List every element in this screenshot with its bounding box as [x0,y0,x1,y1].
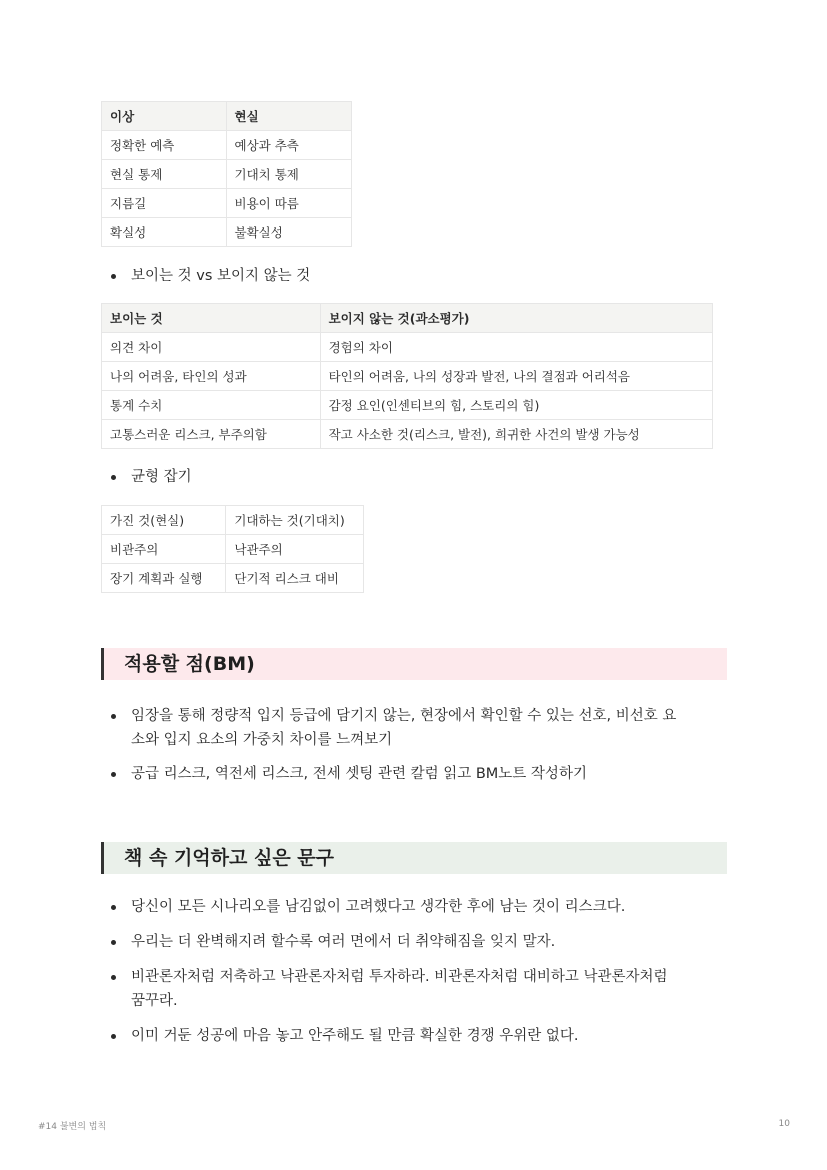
table-cell: 지름길 [102,189,227,218]
table-row [102,333,713,362]
bullet-dot [111,475,116,480]
bullet-dot [111,905,116,910]
table-cell: 감정 요인(인센티브의 힘, 스토리의 힘) [320,391,712,420]
table-row [102,362,713,391]
list-item-text-continued: 소와 입지 요소의 가중치 차이를 느껴보기 [131,732,393,748]
list-item [111,1024,731,1048]
table-row [102,160,352,189]
list-item-text: 비관론자처럼 저축하고 낙관론자처럼 투자하라. 비관론자처럼 대비하고 낙관론자처럼 [131,969,668,985]
table-header: 이상 [102,102,227,131]
table-cell: 경험의 차이 [320,333,712,362]
table-cell: 의견 차이 [102,333,321,362]
table-cell: 기대치 통제 [226,160,352,189]
table-cell: 장기 계획과 실행 [102,564,226,593]
list-item [111,264,711,288]
balance-table [101,505,364,593]
table-cell: 확실성 [102,218,227,247]
table-cell: 타인의 어려움, 나의 성장과 발전, 나의 결점과 어리석음 [320,362,712,391]
footer-title: #14 불변의 법칙 [38,1122,107,1132]
table-cell: 단기적 리스크 대비 [226,564,364,593]
list-item-text: 임장을 통해 정량적 입지 등급에 담기지 않는, 현장에서 확인할 수 있는 선호, 비선호 요 [131,708,677,724]
bullet-dot [111,940,116,945]
table-row [102,189,352,218]
list-item [111,704,731,752]
table-row [102,506,364,535]
bullet-dot [111,772,116,777]
bullet-dot [111,975,116,980]
ideal-vs-reality-table [101,101,352,247]
table-cell: 예상과 추측 [226,131,352,160]
table-cell: 낙관주의 [226,535,364,564]
bullet-dot [111,714,116,719]
list-item-text: 우리는 더 완벽해지려 할수록 여러 면에서 더 취약해짐을 잊지 말자. [131,934,556,950]
section-heading-quotes: 책 속 기억하고 싶은 문구 [101,842,727,874]
list-item [111,762,731,786]
list-item-text: 보이는 것 vs 보이지 않는 것 [131,268,311,284]
table-cell: 가진 것(현실) [102,506,226,535]
table-cell: 통계 수치 [102,391,321,420]
table-header: 현실 [226,102,352,131]
table-cell: 나의 어려움, 타인의 성과 [102,362,321,391]
list-item [111,965,731,1013]
list-item-text: 당신이 모든 시나리오를 남김없이 고려했다고 생각한 후에 남는 것이 리스크다. [131,899,626,915]
table-header-row [102,102,352,131]
table-row [102,391,713,420]
list-item [111,465,711,489]
table-header: 보이지 않는 것(과소평가) [320,304,712,333]
table-cell: 작고 사소한 것(리스크, 발전), 희귀한 사건의 발생 가능성 [320,420,712,449]
list-item-text-continued: 꿈꾸라. [131,993,178,1009]
bullet-dot [111,1034,116,1039]
table-row [102,535,364,564]
table-cell: 정확한 예측 [102,131,227,160]
table-row [102,564,364,593]
table-cell: 불확실성 [226,218,352,247]
page-number: 10 [778,1119,790,1129]
list-item-text: 이미 거둔 성공에 마음 놓고 안주해도 될 만큼 확실한 경쟁 우위란 없다. [131,1028,579,1044]
table-header: 보이는 것 [102,304,321,333]
table-header-row [102,304,713,333]
visible-vs-invisible-table [101,303,713,449]
list-item [111,930,731,954]
table-cell: 고통스러운 리스크, 부주의함 [102,420,321,449]
table-cell: 현실 통제 [102,160,227,189]
list-item [111,895,731,919]
table-row [102,131,352,160]
bullet-dot [111,274,116,279]
table-row [102,420,713,449]
table-cell: 비관주의 [102,535,226,564]
table-cell: 비용이 따름 [226,189,352,218]
table-row [102,218,352,247]
section-heading-bm: 적용할 점(BM) [101,648,727,680]
list-item-text: 균형 잡기 [131,469,192,485]
list-item-text: 공급 리스크, 역전세 리스크, 전세 셋팅 관련 칼럼 읽고 BM노트 작성하기 [131,766,587,782]
table-cell: 기대하는 것(기대치) [226,506,364,535]
